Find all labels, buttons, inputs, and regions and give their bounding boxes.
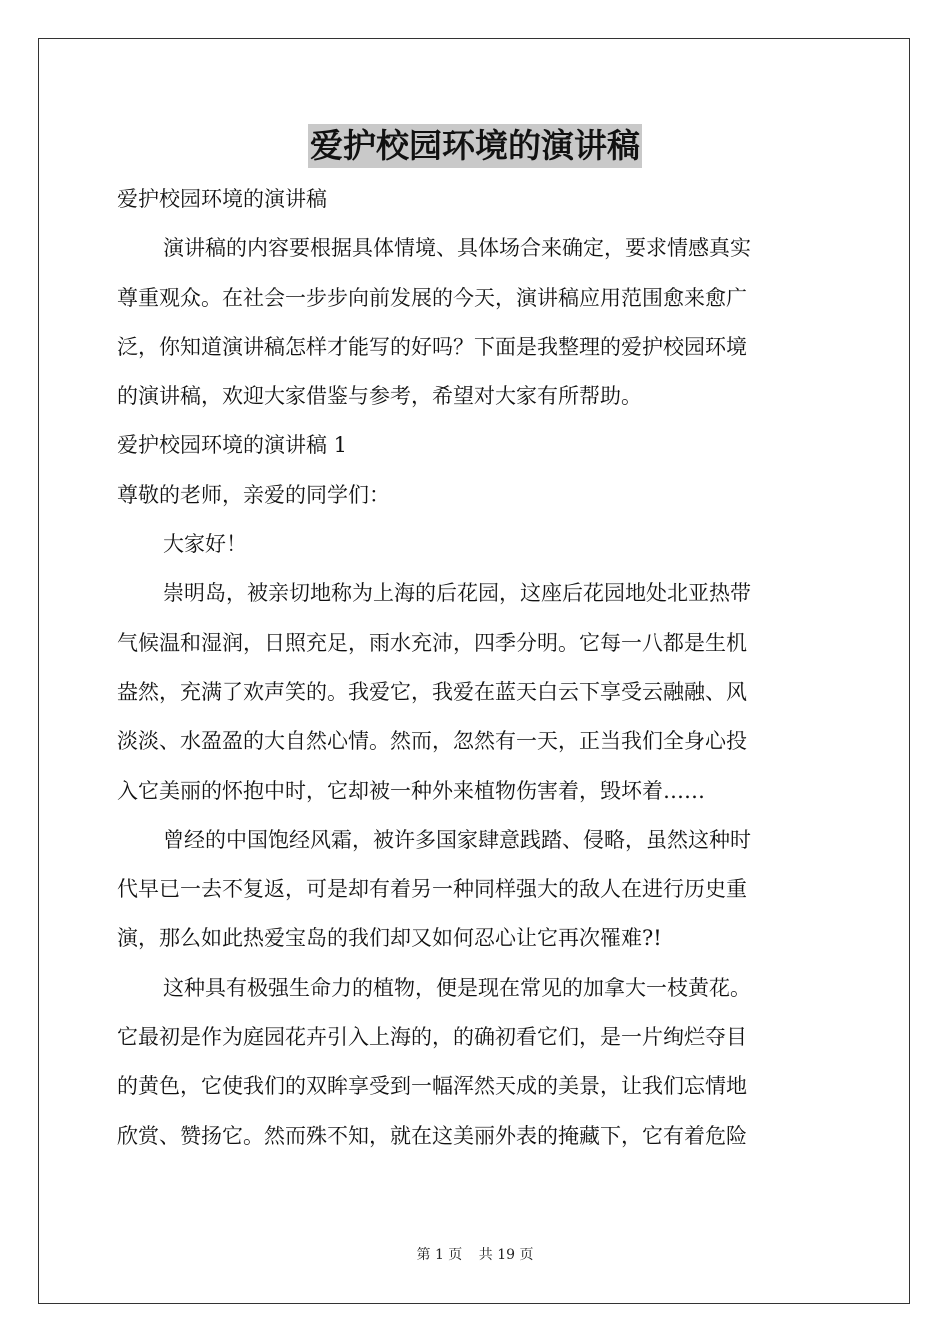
text-line: 它最初是作为庭园花卉引入上海的，的确初看它们，是一片绚烂夺目 — [117, 1025, 747, 1050]
text-line: 代早已一去不复返，可是却有着另一种同样强大的敌人在进行历史重 — [117, 877, 747, 902]
text-line: 尊敬的老师，亲爱的同学们： — [117, 482, 390, 507]
document-title: 爱护校园环境的演讲稿 — [308, 124, 642, 168]
text-line: 的演讲稿，欢迎大家借鉴与参考，希望对大家有所帮助。 — [117, 384, 642, 409]
text-line: 曾经的中国饱经风霜，被许多国家肆意践踏、侵略，虽然这种时 — [163, 827, 751, 852]
page-total: 共 19 页 — [478, 1247, 534, 1263]
text-line: 爱护校园环境的演讲稿 1 — [117, 433, 348, 458]
text-line: 演讲稿的内容要根据具体情境、具体场合来确定，要求情感真实 — [163, 236, 751, 261]
text-line: 尊重观众。在社会一步步向前发展的今天，演讲稿应用范围愈来愈广 — [117, 285, 747, 310]
text-line: 盎然，充满了欢声笑的。我爱它，我爱在蓝天白云下享受云融融、风 — [117, 679, 747, 704]
text-line: 淡淡、水盈盈的大自然心情。然而，忽然有一天，正当我们全身心投 — [117, 729, 747, 754]
text-line: 崇明岛，被亲切地称为上海的后花园，这座后花园地处北亚热带 — [163, 581, 751, 606]
text-line: 入它美丽的怀抱中时，它却被一种外来植物伤害着，毁坏着…… — [117, 778, 705, 803]
title-container — [0, 124, 950, 168]
text-line: 这种具有极强生命力的植物，便是现在常见的加拿大一枝黄花。 — [163, 975, 751, 1000]
text-line: 大家好！ — [163, 532, 247, 557]
text-line: 欣赏、赞扬它。然而殊不知，就在这美丽外表的掩藏下，它有着危险 — [117, 1123, 747, 1148]
text-line: 爱护校园环境的演讲稿 — [117, 187, 327, 211]
text-line: 泛，你知道演讲稿怎样才能写的好吗？下面是我整理的爱护校园环境 — [117, 334, 747, 359]
text-line: 气候温和湿润，日照充足，雨水充沛，四季分明。它每一八都是生机 — [117, 630, 747, 655]
text-line: 的黄色，它使我们的双眸享受到一幅浑然天成的美景，让我们忘情地 — [117, 1074, 747, 1099]
document-body — [117, 175, 833, 1161]
page-number: 第 1 页 — [416, 1247, 463, 1263]
text-line: 演，那么如此热爱宝岛的我们却又如何忍心让它再次罹难?! — [117, 926, 662, 951]
page-footer — [0, 1244, 950, 1264]
